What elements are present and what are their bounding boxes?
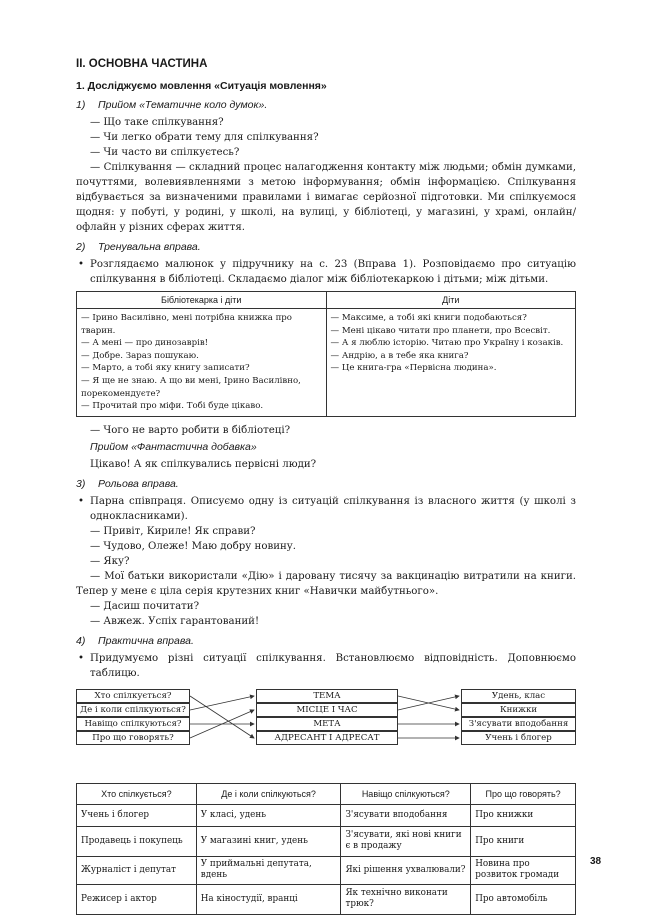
dialog-left: — Ірино Василівно, мені потрібна книжка про тварин. — А мені — про динозаврів! — Добре. Зараз пошукаю. — Марто, а тобі яку книгу записати? — Я ще не знаю. А що ви мені, Ірино Василівно, порекомендуєте? — Прочитай про міфи. Тобі буде цікаво. xyxy=(77,309,327,417)
dialog-line: — Чудово, Олеже! Маю добру новину. xyxy=(90,540,297,552)
match-right-item: Учень і блогер xyxy=(461,731,576,745)
dialog-paragraph: — Мої батьки використали «Дію» і даровану тисячу за вакцинацію витратили на книги. Тепер у мене є ціла серія крутезних книг «Навички майбутнього». xyxy=(76,570,576,597)
match-middle-item: МІСЦЕ І ЧАС xyxy=(256,703,398,717)
bullet-task: • Придумуємо різні ситуації спілкування. Встановлюємо відповідність. Доповнюємо таблицю. xyxy=(76,651,576,681)
match-middle-item: ТЕМА xyxy=(256,689,398,703)
cell: Про книги xyxy=(471,826,576,856)
dialog-right: — Максиме, а тобі які книги подобаються? — Мені цікаво читати про планети, про Всесвіт. — А я люблю історію. Читаю про Україну і козаків. — Андрію, а в тебе яка книга? — Це книга-гра «Первісна людина». xyxy=(326,309,576,417)
dialog-line: — Привіт, Кириле! Як справи? xyxy=(90,525,256,537)
cell: З'ясувати вподобання xyxy=(341,804,471,826)
question: — Що таке спілкування? xyxy=(90,117,224,128)
dialog-header: Діти xyxy=(326,292,576,309)
match-left-item: Про що говорять? xyxy=(76,731,190,745)
page-content xyxy=(76,58,576,915)
subsection-1: 1) Прийом «Тематичне коло думок». xyxy=(76,99,268,111)
question: — Чи легко обрати тему для спілкування? xyxy=(90,132,319,143)
table-row xyxy=(77,856,576,884)
result-header: Хто спілкується? xyxy=(77,783,197,804)
cell: Про книжки xyxy=(471,804,576,826)
match-left-item: Де і коли спілкуються? xyxy=(76,703,190,717)
question: — Чи часто ви спілкуєтесь? xyxy=(90,147,240,158)
result-header: Про що говорять? xyxy=(471,783,576,804)
match-left-item: Хто спілкується? xyxy=(76,689,190,703)
match-right-item: З'ясувати вподобання xyxy=(461,717,576,731)
cell: У класі, удень xyxy=(196,804,341,826)
page-number: 38 xyxy=(590,856,602,867)
cell: Режисер і актор xyxy=(77,884,197,914)
subsection-4: 4) Практична вправа. xyxy=(76,634,194,647)
table-row xyxy=(77,884,576,914)
subsection-2: 2) Тренувальна вправа. xyxy=(76,241,201,253)
dialog-line: — Яку? xyxy=(90,555,130,567)
table-row xyxy=(77,826,576,856)
table-row xyxy=(77,804,576,826)
part1-title: 1. Досліджуємо мовлення «Ситуація мовлення» xyxy=(76,80,327,92)
match-right-item: Удень, клас xyxy=(461,689,576,703)
subsection-3: 3) Рольова вправа. xyxy=(76,477,179,490)
definition-paragraph: — Спілкування — складний процес налагодження контакту між людьми; обмін думками, почуттями, волевиявленнями з метою інформування; обмін інформацією. Спілкування відбувається за визначеними правилами і вимагає серйозної підготовки. Ми спілкуємося щодня: у побуті, у родині, у школі, на вулиці, у бібліотеці, у магазині, у храмі, онлайн/офлайн у різних сферах життя. xyxy=(76,162,576,233)
bullet-task: • Парна співпраця. Описуємо одну із ситуацій спілкування із власного життя (у школі з однокласниками). xyxy=(76,494,576,524)
dialog-table xyxy=(76,291,576,417)
result-header: Де і коли спілкуються? xyxy=(196,783,341,804)
questions-list xyxy=(76,115,576,160)
cell: З'ясувати, які нові книги є в продажу xyxy=(341,826,471,856)
technique-title: Прийом «Фантастична добавка» xyxy=(90,440,257,453)
match-right-item: Книжки xyxy=(461,703,576,717)
result-header: Навіщо спілкуються? xyxy=(341,783,471,804)
section-title: II. ОСНОВНА ЧАСТИНА xyxy=(76,58,208,70)
cell: Які рішення ухвалювали? xyxy=(341,856,471,884)
match-left-item: Навіщо спілкуються? xyxy=(76,717,190,731)
result-table xyxy=(76,783,576,915)
cell: Продавець і покупець xyxy=(77,826,197,856)
dialog-header: Бібліотекарка і діти xyxy=(77,292,327,309)
cell: Як технічно виконати трюк? xyxy=(341,884,471,914)
dialog-line: — Дасиш почитати? xyxy=(90,600,200,612)
cell: Новина про розвиток громади xyxy=(471,856,576,884)
match-middle-item: АДРЕСАНТ І АДРЕСАТ xyxy=(256,731,398,745)
matching-diagram xyxy=(76,685,576,771)
dialog-line: — Авжеж. Успіх гарантований! xyxy=(90,615,260,627)
technique-text: Цікаво! А як спілкувались первісні люди? xyxy=(90,458,317,470)
cell: У магазині книг, удень xyxy=(196,826,341,856)
cell: Журналіст і депутат xyxy=(77,856,197,884)
match-middle-item: МЕТА xyxy=(256,717,398,731)
cell: Про автомобіль xyxy=(471,884,576,914)
cell: Учень і блогер xyxy=(77,804,197,826)
bullet-task: • Розглядаємо малюнок у підручнику на с. 23 (Вправа 1). Розповідаємо про ситуацію спілкування в бібліотеці. Складаємо діалог між бібліотекаркою і дітьми; між дітьми. xyxy=(76,257,576,287)
cell: У приймальні депутата, вдень xyxy=(196,856,341,884)
cell: На кіностудії, вранці xyxy=(196,884,341,914)
question: — Чого не варто робити в бібліотеці? xyxy=(90,424,291,436)
